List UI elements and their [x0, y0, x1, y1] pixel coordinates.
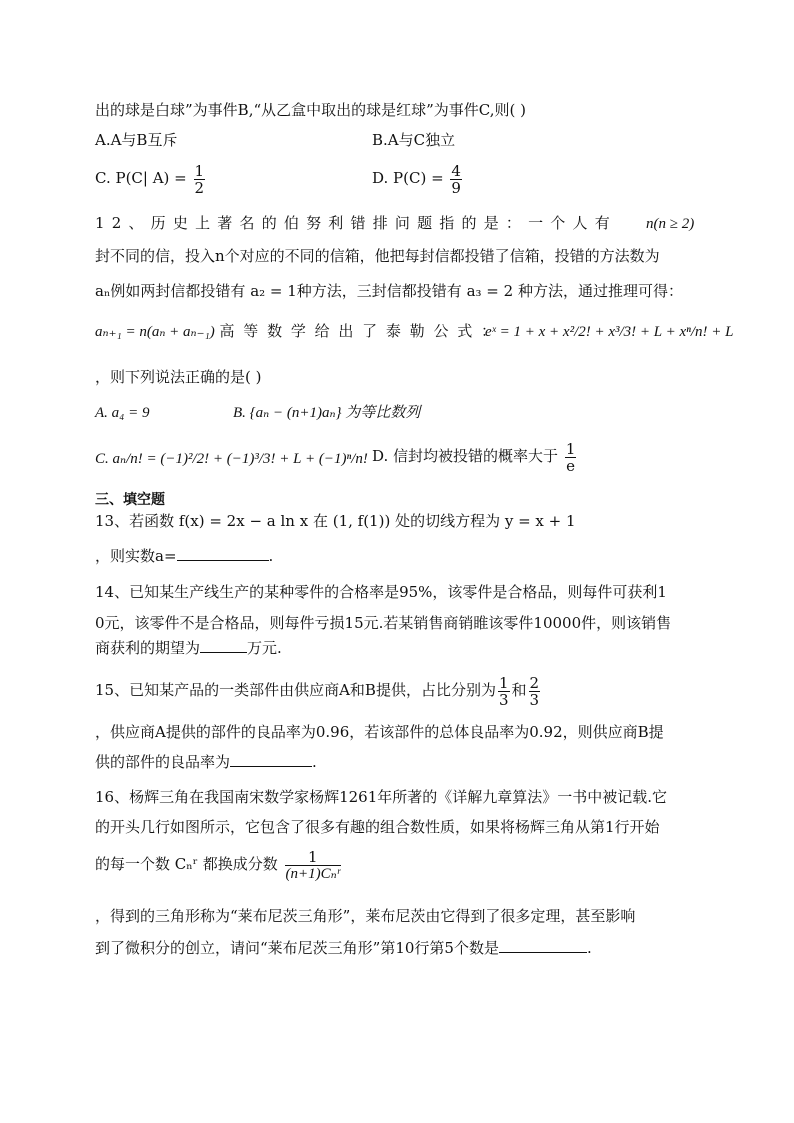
q16-answer-blank[interactable] [499, 938, 587, 953]
section-heading: 三、填空题 [95, 492, 165, 508]
q16-prompt: 到了微积分的创立，请问“莱布尼茨三角形”第10行第5个数是 [95, 939, 499, 957]
q12-option-b-text: B. {aₙ − (n+1)aₙ} 为等比数列 [233, 405, 421, 421]
q15-fraction-2 [529, 675, 541, 708]
q11-option-a: A.A与B互斥 [95, 131, 178, 149]
q15-intro: 15、已知某产品的一类部件由供应商A和B提供，占比分别为 [95, 681, 496, 699]
q16-line-2: 的开头几行如图所示，它包含了很多有趣的组合数性质，如果将杨辉三角从第1行开始 [95, 818, 660, 836]
q12-line-3: aₙ例如两封信都投错有 a₂ = 1种方法，三封信都投错有 a₃ = 2 种方法，通过推理可得： [95, 282, 683, 300]
q11-option-c-fraction [194, 163, 206, 196]
q14-prompt: 商获利的期望为 [95, 639, 201, 657]
q12-option-d-fraction [565, 441, 577, 474]
numerator: 1 [285, 849, 342, 866]
numerator: 4 [451, 161, 461, 180]
q12-option-b [233, 402, 420, 423]
q16-period: . [586, 939, 592, 957]
numerator: 1 [565, 439, 576, 458]
q16-intro: 的每一个数 Cₙʳ 都换成分数 [95, 855, 278, 873]
q12-option-d [372, 438, 578, 474]
q15-line-2: ，供应商A提供的部件的良品率为0.96，若该部件的总体良品率为0.92，则供应商B提 [95, 723, 664, 741]
denominator: 3 [529, 690, 540, 709]
q12-taylor-formula-text: eˣ = 1 + x + x²/2! + x³/3! + L + xⁿ/n! + L [485, 324, 734, 340]
q14-line-1: 14、已知某生产线生产的某种零件的合格率是95%，该零件是合格品，则每件可获利1 [95, 583, 667, 601]
denominator: 3 [498, 690, 509, 709]
denominator: 9 [451, 178, 461, 197]
q13-line-1: 13、若函数 f(x) = 2x − a ln x 在 (1, f(1)) 处的切线方程为 y = x + 1 [95, 512, 576, 530]
q13-prompt: ，则实数a= [95, 547, 177, 565]
q11-tail: 出的球是白球”为事件B,“从乙盒中取出的球是红球”为事件C,则( ) [95, 101, 526, 119]
q15-fraction-1 [498, 675, 510, 708]
q12-option-a-text: A. a₄ = 9 [95, 405, 150, 421]
q15-answer-blank[interactable] [230, 752, 312, 767]
q16-line-3 [95, 846, 343, 882]
q12-recurrence: aₙ₊₁ = n(aₙ + aₙ₋₁) [95, 324, 215, 340]
q14-answer-blank[interactable] [200, 638, 247, 653]
q11-option-c-prefix: C. P(C| A) = [95, 169, 187, 187]
q13-answer-blank[interactable] [177, 546, 269, 561]
q13-period: . [268, 547, 274, 565]
q11-option-c [95, 160, 207, 196]
q11-option-d [372, 160, 464, 196]
q12-line-1 [95, 213, 617, 233]
q14-line-2: 0元，该零件不是合格品，则每件亏损15元.若某销售商销睢该零件10000件，则该销售 [95, 614, 672, 632]
denominator: (n+1)Cₙʳ [285, 865, 341, 882]
q12-line-5: ，则下列说法正确的是( ) [95, 368, 262, 386]
q12-line-2: 封不同的信，投入n个对应的不同的信箱，他把每封信都投错了信箱，投错的方法数为 [95, 247, 660, 265]
q12-condition [646, 213, 694, 234]
q11-option-d-fraction [450, 163, 462, 196]
numerator: 1 [194, 161, 205, 180]
q12-intro: 12、历史上著名的伯努利错排问题指的是：一个人有 [95, 214, 617, 232]
q12-taylor-formula [485, 321, 734, 342]
q14-unit: 万元. [247, 639, 282, 657]
numerator: 1 [498, 673, 509, 692]
q13-line-2 [95, 546, 273, 566]
q14-line-3 [95, 638, 282, 658]
q12-option-c [95, 448, 368, 469]
denominator: e [566, 456, 576, 475]
q11-option-d-prefix: D. P(C) = [372, 169, 444, 187]
denominator: 2 [194, 178, 205, 197]
q16-line-4: ，得到的三角形称为“莱布尼茨三角形”，莱布尼茨由它得到了很多定理，甚至影响 [95, 907, 636, 925]
q12-option-c-text: C. aₙ/n! = (−1)²/2! + (−1)³/3! + L + (−1)ⁿ/n! [95, 451, 368, 467]
q12-line-4 [95, 321, 498, 342]
q12-option-a [95, 402, 150, 423]
q12-option-d-text: D. 信封均被投错的概率大于 [372, 447, 559, 465]
numerator: 2 [529, 673, 540, 692]
q15-and: 和 [511, 681, 527, 699]
q16-line-5 [95, 938, 592, 958]
q15-prompt: 供的部件的良品率为 [95, 753, 231, 771]
q11-option-b: B.A与C独立 [372, 131, 456, 149]
q16-line-1: 16、杨辉三角在我国南宋数学家杨辉1261年所著的《详解九章算法》一书中被记载.它 [95, 788, 668, 806]
q16-fraction [285, 849, 342, 882]
q12-taylor-text: 高 等 数 学 给 出 了 泰 勒 公 式 ： [219, 322, 498, 340]
q15-period: . [312, 753, 317, 771]
q15-line-1 [95, 672, 542, 708]
q12-condition-text: n(n ≥ 2) [646, 216, 695, 232]
q15-line-3 [95, 752, 317, 772]
